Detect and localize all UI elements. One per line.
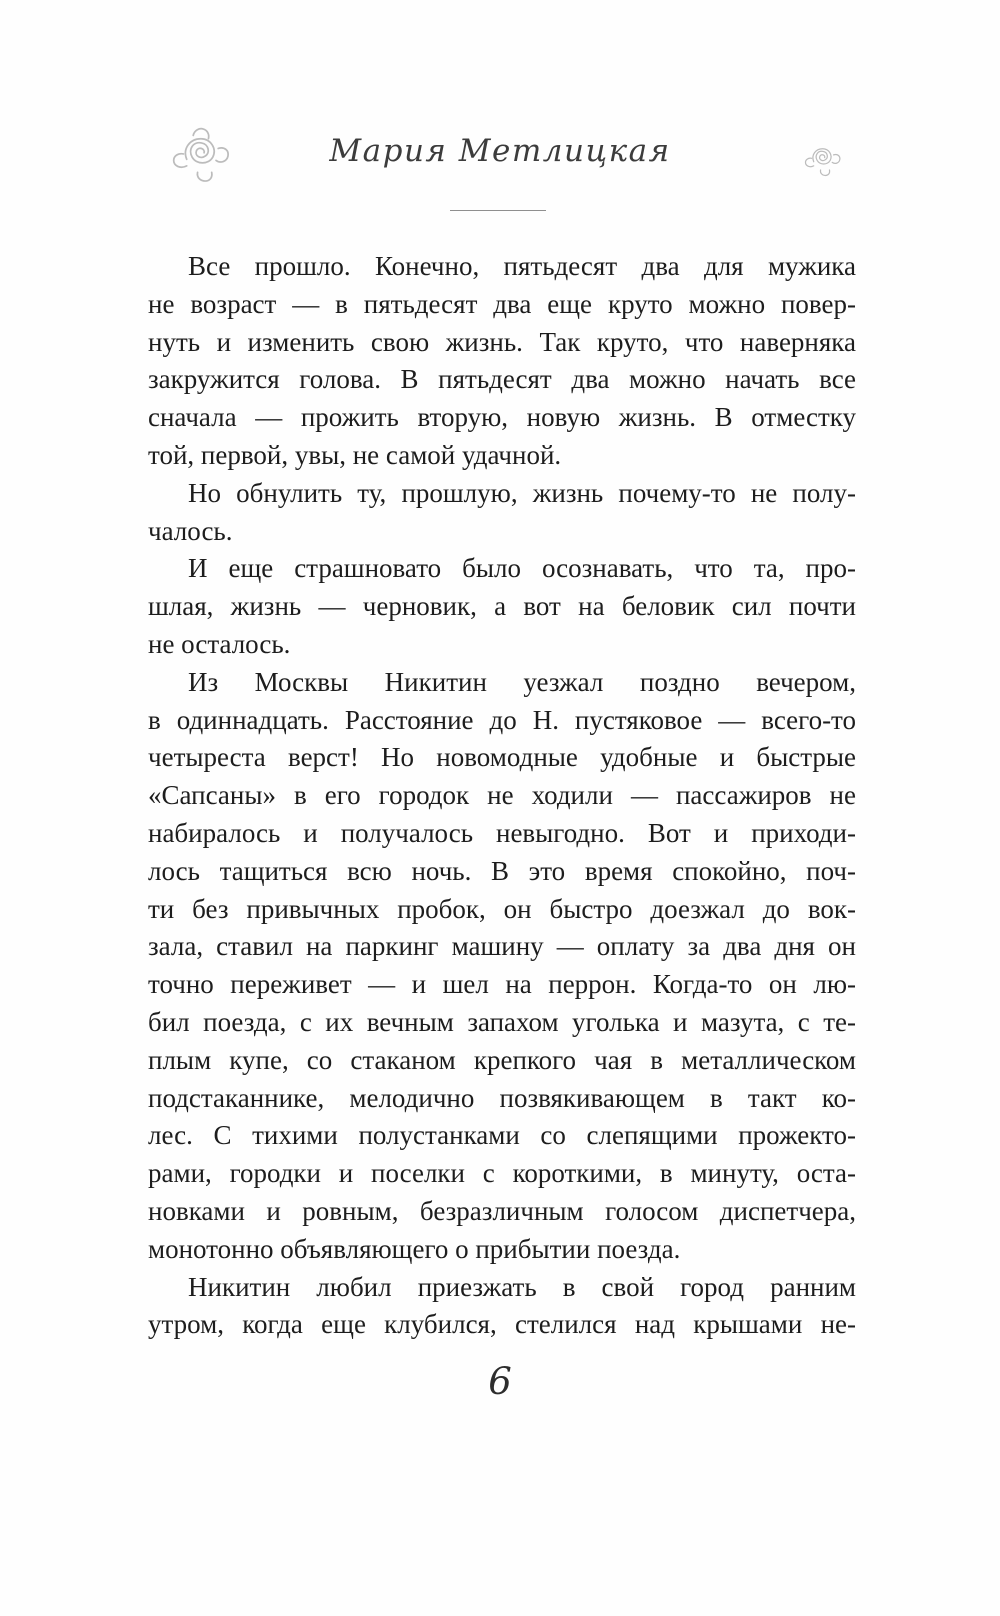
text-line: не возраст — в пятьдесят два еще круто можно повер- — [148, 288, 856, 319]
text-line: Все прошло. Конечно, пятьдесят два для мужика — [188, 251, 856, 281]
text-line: утром, когда еще клубился, стелился над крышами не- — [148, 1309, 856, 1340]
text-line: закружится голова. В пятьдесят два можно начать все — [148, 364, 856, 395]
text-line: нуть и изменить свою жизнь. Так круто, что наверняка — [148, 326, 856, 357]
text-line: подстаканнике, мелодично позвякивающем в такт ко- — [148, 1082, 856, 1113]
text-line: Из Москвы Никитин уезжал поздно вечером, — [188, 666, 856, 697]
text-line: И еще страшновато было осознавать, что та, про- — [188, 553, 856, 584]
body-text — [148, 248, 856, 1344]
rose-ornament-icon — [800, 138, 848, 180]
running-header-author: Мария Метлицкая — [329, 133, 671, 169]
text-line: точно переживет — и шел на перрон. Когда-то он лю- — [148, 969, 856, 1000]
text-line: лось тащиться всю ночь. В это время спокойно, поч- — [148, 855, 856, 886]
text-line: Но обнулить ту, прошлую, жизнь почему-то не полу- — [188, 477, 856, 508]
text-line: новками и ровным, безразличным голосом диспетчера, — [148, 1195, 856, 1226]
text-line: шлая, жизнь — черновик, а вот на беловик сил почти — [148, 591, 856, 622]
text-line: в одиннадцать. Расстояние до Н. пустяковое — всего-то — [148, 704, 856, 735]
text-line: той, первой, увы, не самой удачной. — [148, 439, 562, 470]
text-line: «Сапсаны» в его городок не ходили — пассажиров не — [148, 780, 856, 811]
text-line: зала, ставил на паркинг машину — оплату за два дня он — [148, 931, 856, 962]
text-line: бил поезда, с их вечным запахом уголька и мазута, с те- — [148, 1006, 856, 1037]
header-divider — [450, 210, 546, 211]
page-number: 6 — [488, 1360, 512, 1403]
text-line: сначала — прожить вторую, новую жизнь. В отместку — [148, 402, 856, 433]
text-line: монотонно объявляющего о прибытии поезда. — [148, 1233, 681, 1264]
text-line: четыреста верст! Но новомодные удобные и быстрые — [148, 742, 856, 773]
text-line: рами, городки и поселки с короткими, в минуту, оста- — [148, 1158, 856, 1189]
text-line: лес. С тихими полустанками со слепящими прожекто- — [148, 1120, 856, 1151]
text-line: плым купе, со стаканом крепкого чая в металлическом — [148, 1044, 856, 1075]
text-line: набиралось и получалось невыгодно. Вот и приходи- — [148, 817, 856, 848]
text-line: Никитин любил приезжать в свой город ранним — [188, 1271, 856, 1302]
text-line: чалось. — [148, 515, 233, 546]
text-line: не осталось. — [148, 628, 291, 659]
text-line: ти без привычных пробок, он быстро доезжал до вок- — [148, 893, 856, 924]
